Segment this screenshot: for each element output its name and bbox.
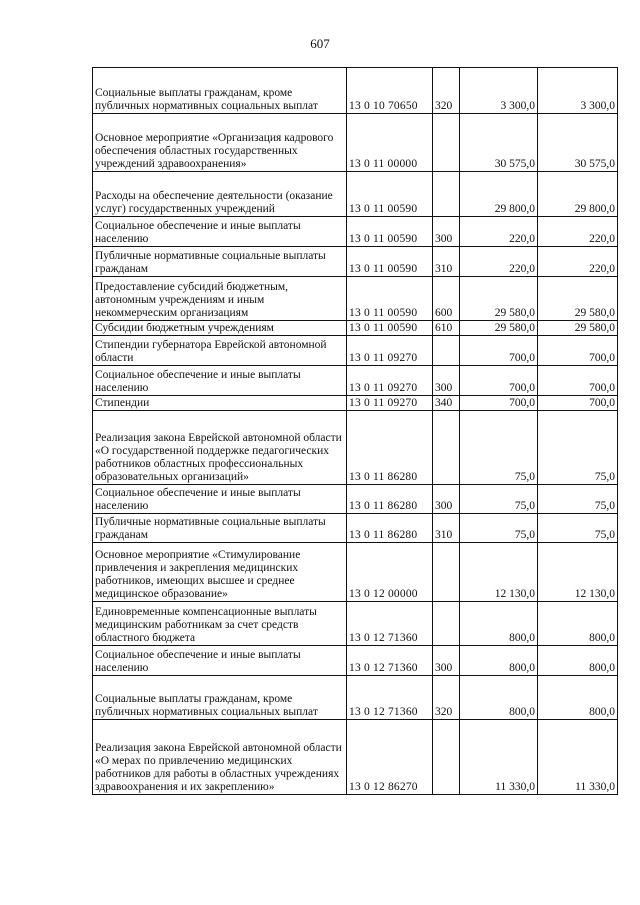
expense-type-code: 300 — [433, 485, 460, 514]
table-row — [93, 172, 618, 217]
expense-type-code: 340 — [433, 396, 460, 411]
amount-1: 75,0 — [460, 485, 538, 514]
row-name: Предоставление субсидий бюджетным, автономным учреждениям и иным некоммерческим организациям — [93, 277, 347, 321]
row-name: Основное мероприятие «Организация кадрового обеспечения областных государственных учреждений здравоохранения» — [93, 114, 347, 172]
row-name: Социальные выплаты гражданам, кроме публичных нормативных социальных выплат — [93, 68, 347, 114]
amount-1: 12 130,0 — [460, 543, 538, 602]
target-code: 13 0 12 71360 — [347, 602, 433, 646]
target-code: 13 0 12 00000 — [347, 543, 433, 602]
amount-1: 29 800,0 — [460, 172, 538, 217]
amount-2: 11 330,0 — [538, 720, 618, 795]
amount-1: 29 580,0 — [460, 321, 538, 336]
target-code: 13 0 12 71360 — [347, 646, 433, 676]
expense-type-code — [433, 114, 460, 172]
expense-type-code: 300 — [433, 217, 460, 247]
target-code: 13 0 11 00000 — [347, 114, 433, 172]
table-row — [93, 396, 618, 411]
target-code: 13 0 11 09270 — [347, 336, 433, 366]
table-row — [93, 114, 618, 172]
table-row — [93, 321, 618, 336]
target-code: 13 0 11 00590 — [347, 172, 433, 217]
amount-1: 800,0 — [460, 602, 538, 646]
amount-2: 29 580,0 — [538, 321, 618, 336]
amount-2: 3 300,0 — [538, 68, 618, 114]
expense-type-code — [433, 543, 460, 602]
expense-type-code: 610 — [433, 321, 460, 336]
row-name: Расходы на обеспечение деятельности (оказание услуг) государственных учреждений — [93, 172, 347, 217]
table-row — [93, 543, 618, 602]
amount-2: 800,0 — [538, 676, 618, 720]
table-row — [93, 646, 618, 676]
amount-2: 800,0 — [538, 646, 618, 676]
row-name: Стипендии губернатора Еврейской автономной области — [93, 336, 347, 366]
row-name: Социальное обеспечение и иные выплаты населению — [93, 217, 347, 247]
budget-table — [92, 67, 618, 795]
expense-type-code — [433, 411, 460, 485]
table-row — [93, 411, 618, 485]
amount-2: 29 800,0 — [538, 172, 618, 217]
amount-2: 700,0 — [538, 336, 618, 366]
amount-2: 75,0 — [538, 485, 618, 514]
target-code: 13 0 11 86280 — [347, 514, 433, 543]
amount-2: 220,0 — [538, 247, 618, 277]
table-row — [93, 366, 618, 396]
amount-2: 75,0 — [538, 411, 618, 485]
amount-1: 800,0 — [460, 646, 538, 676]
target-code: 13 0 11 09270 — [347, 366, 433, 396]
amount-2: 700,0 — [538, 396, 618, 411]
target-code: 13 0 12 86270 — [347, 720, 433, 795]
expense-type-code: 320 — [433, 676, 460, 720]
amount-1: 700,0 — [460, 366, 538, 396]
amount-1: 30 575,0 — [460, 114, 538, 172]
row-name: Публичные нормативные социальные выплаты гражданам — [93, 514, 347, 543]
row-name: Субсидии бюджетным учреждениям — [93, 321, 347, 336]
row-name: Социальные выплаты гражданам, кроме публичных нормативных социальных выплат — [93, 676, 347, 720]
target-code: 13 0 11 00590 — [347, 217, 433, 247]
target-code: 13 0 10 70650 — [347, 68, 433, 114]
table-row — [93, 720, 618, 795]
table-row — [93, 277, 618, 321]
row-name: Реализация закона Еврейской автономной области «О мерах по привлечению медицинских работников для работы в областных учреждениях здравоохранения и их закреплению» — [93, 720, 347, 795]
target-code: 13 0 11 00590 — [347, 247, 433, 277]
row-name: Стипендии — [93, 396, 347, 411]
budget-table-body — [93, 68, 618, 795]
amount-2: 30 575,0 — [538, 114, 618, 172]
expense-type-code: 310 — [433, 247, 460, 277]
amount-1: 75,0 — [460, 411, 538, 485]
expense-type-code — [433, 602, 460, 646]
expense-type-code — [433, 336, 460, 366]
table-row — [93, 336, 618, 366]
table-row — [93, 514, 618, 543]
target-code: 13 0 11 86280 — [347, 485, 433, 514]
row-name: Социальное обеспечение и иные выплаты населению — [93, 366, 347, 396]
amount-2: 800,0 — [538, 602, 618, 646]
amount-1: 700,0 — [460, 396, 538, 411]
amount-2: 220,0 — [538, 217, 618, 247]
table-row — [93, 485, 618, 514]
target-code: 13 0 11 86280 — [347, 411, 433, 485]
expense-type-code: 300 — [433, 366, 460, 396]
target-code: 13 0 11 00590 — [347, 321, 433, 336]
table-row — [93, 68, 618, 114]
expense-type-code: 310 — [433, 514, 460, 543]
row-name: Реализация закона Еврейской автономной области «О государственной поддержке педагогических работников областных профессиональных образовательных организаций» — [93, 411, 347, 485]
amount-1: 29 580,0 — [460, 277, 538, 321]
amount-1: 75,0 — [460, 514, 538, 543]
row-name: Социальное обеспечение и иные выплаты населению — [93, 646, 347, 676]
row-name: Основное мероприятие «Стимулирование привлечения и закрепления медицинских работников, имеющих высшее и среднее медицинское образование» — [93, 543, 347, 602]
amount-1: 3 300,0 — [460, 68, 538, 114]
target-code: 13 0 11 00590 — [347, 277, 433, 321]
table-row — [93, 602, 618, 646]
amount-2: 75,0 — [538, 514, 618, 543]
expense-type-code — [433, 720, 460, 795]
expense-type-code — [433, 172, 460, 217]
expense-type-code: 320 — [433, 68, 460, 114]
table-row — [93, 247, 618, 277]
amount-1: 800,0 — [460, 676, 538, 720]
row-name: Публичные нормативные социальные выплаты гражданам — [93, 247, 347, 277]
amount-2: 12 130,0 — [538, 543, 618, 602]
table-row — [93, 676, 618, 720]
expense-type-code: 600 — [433, 277, 460, 321]
amount-1: 11 330,0 — [460, 720, 538, 795]
expense-type-code: 300 — [433, 646, 460, 676]
target-code: 13 0 11 09270 — [347, 396, 433, 411]
target-code: 13 0 12 71360 — [347, 676, 433, 720]
row-name: Единовременные компенсационные выплаты медицинским работникам за счет средств областного бюджета — [93, 602, 347, 646]
row-name: Социальное обеспечение и иные выплаты населению — [93, 485, 347, 514]
amount-1: 220,0 — [460, 247, 538, 277]
page-number: 607 — [310, 36, 330, 51]
amount-1: 700,0 — [460, 336, 538, 366]
amount-2: 29 580,0 — [538, 277, 618, 321]
amount-1: 220,0 — [460, 217, 538, 247]
table-row — [93, 217, 618, 247]
amount-2: 700,0 — [538, 366, 618, 396]
